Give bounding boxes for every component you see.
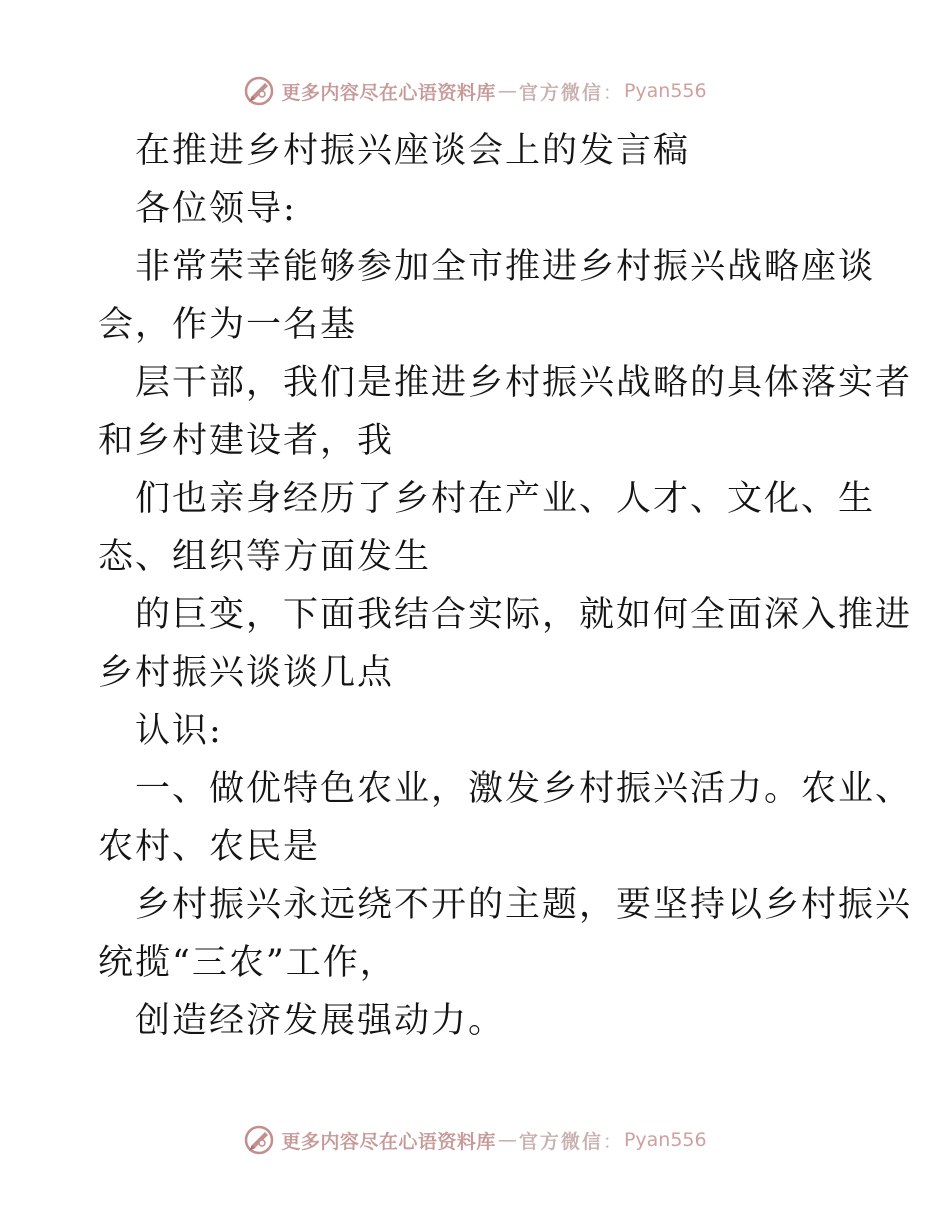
body-line: 层干部，我们是推进乡村振兴战略的具体落实者 xyxy=(135,363,913,403)
body-line: 统揽“三农”工作， xyxy=(98,943,397,983)
brand-logo-icon xyxy=(243,1124,275,1156)
watermark-colon: ： xyxy=(602,1130,622,1153)
section-heading-line: 一、做优特色农业，激发乡村振兴活力。农业、 xyxy=(135,769,913,809)
watermark-dash: — xyxy=(497,1129,517,1151)
body-line: 创造经济发展强动力。 xyxy=(135,1001,506,1041)
watermark-dash: — xyxy=(497,80,517,102)
watermark-official: 官方微信 xyxy=(518,1130,603,1153)
body-line: 非常荣幸能够参加全市推进乡村振兴战略座谈 xyxy=(135,247,876,287)
watermark-colon: ： xyxy=(602,81,622,104)
body-line: 乡村振兴永远绕不开的主题，要坚持以乡村振兴 xyxy=(135,885,913,925)
watermark-text: 更多内容尽在心语资料库 xyxy=(281,1130,496,1153)
body-line: 认识: xyxy=(135,711,223,751)
salutation: 各位领导: xyxy=(135,189,297,229)
document-title: 在推进乡村振兴座谈会上的发言稿 xyxy=(135,131,691,171)
watermark-official: 官方微信 xyxy=(518,81,603,104)
watermark-text: 更多内容尽在心语资料库 xyxy=(281,81,496,104)
body-line: 农村、农民是 xyxy=(98,827,321,867)
body-line: 们也亲身经历了乡村在产业、人才、文化、生 xyxy=(135,479,876,519)
body-line: 态、组织等方面发生 xyxy=(98,537,432,577)
body-line: 会，作为一名基 xyxy=(98,305,358,345)
brand-logo-icon xyxy=(243,75,275,107)
watermark-wechat-id: Pyan556 xyxy=(623,1129,707,1151)
header-watermark xyxy=(0,69,950,113)
body-line: 和乡村建设者，我 xyxy=(98,421,395,461)
body-line: 的巨变，下面我结合实际，就如何全面深入推进 xyxy=(135,595,913,635)
footer-watermark xyxy=(0,1118,950,1162)
watermark-wechat-id: Pyan556 xyxy=(623,80,707,102)
body-line: 乡村振兴谈谈几点 xyxy=(98,653,395,693)
